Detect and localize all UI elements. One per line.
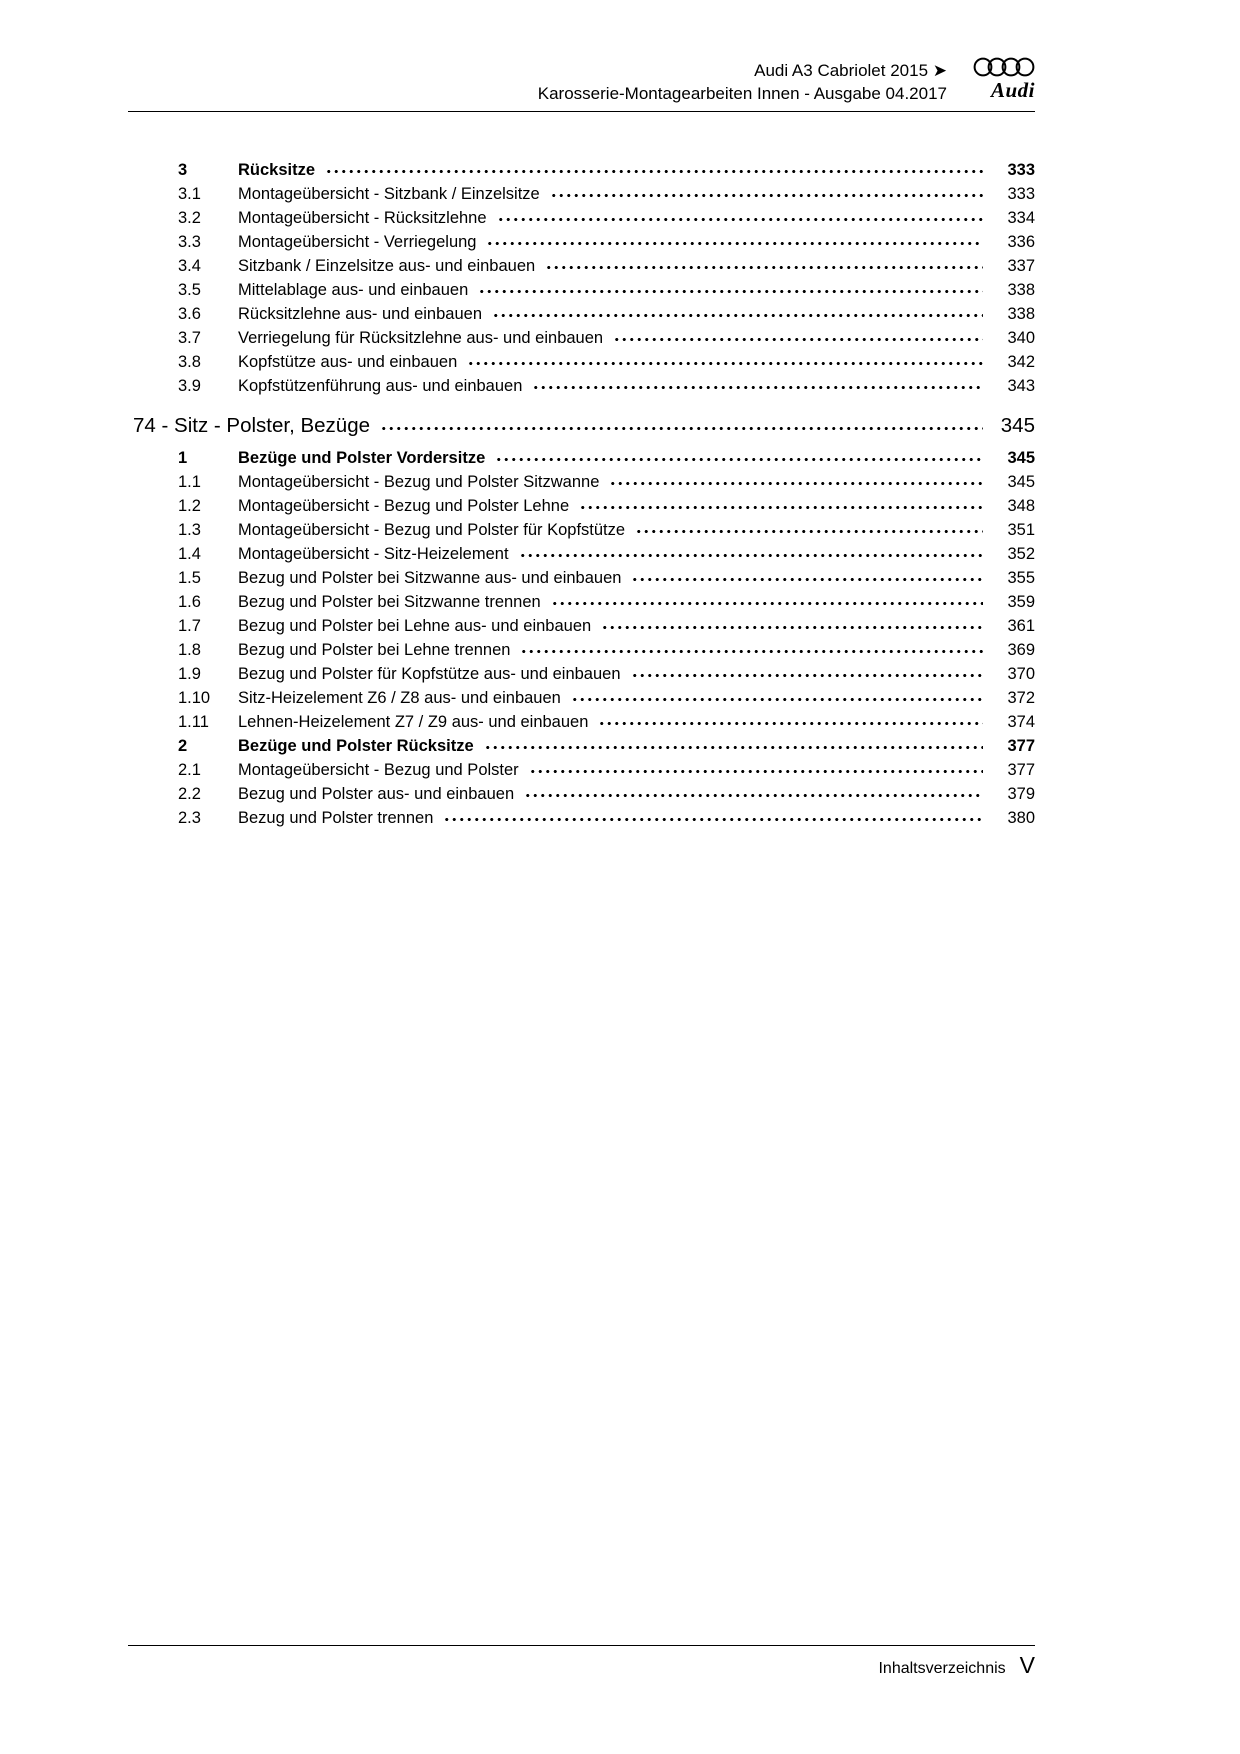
toc-entry-number: 1.4	[178, 545, 201, 563]
toc-entry-page: 336	[1007, 233, 1035, 251]
toc-entry-title: Montageübersicht - Sitz-Heizelement	[238, 545, 509, 563]
footer-text	[128, 1646, 1035, 1678]
dot-leader	[635, 521, 983, 535]
toc-entry-title: Kopfstütze aus- und einbauen	[238, 353, 458, 371]
toc-entry-number: 3.3	[178, 233, 201, 251]
toc-entry-row	[128, 446, 1035, 470]
page-header	[128, 56, 1035, 105]
dot-leader	[524, 785, 983, 799]
audi-wordmark: Audi	[990, 78, 1035, 102]
dot-leader	[551, 593, 983, 607]
dot-leader	[497, 209, 983, 223]
toc-entry-title: Montageübersicht - Rücksitzlehne	[238, 209, 487, 227]
toc-entry-number: 1.1	[178, 473, 201, 491]
toc-entry-page: 340	[1007, 329, 1035, 347]
toc-entry-page: 338	[1007, 305, 1035, 323]
toc-entry-page: 369	[1007, 641, 1035, 659]
toc-entry-number: 3.4	[178, 257, 201, 275]
toc-entry-row	[128, 638, 1035, 662]
toc-entry-title: Montageübersicht - Bezug und Polster für Kopfstütze	[238, 521, 626, 539]
toc-entry-page: 355	[1007, 569, 1035, 587]
toc-entry-title: Rücksitzlehne aus- und einbauen	[238, 305, 482, 323]
toc-entry-page: 352	[1007, 545, 1035, 563]
toc-entry-page: 379	[1007, 785, 1035, 803]
dot-leader	[443, 809, 983, 823]
toc-entry-row	[128, 686, 1035, 710]
toc-entry-title: Montageübersicht - Bezug und Polster Sitzwanne	[238, 473, 600, 491]
toc-entry-row	[128, 518, 1035, 542]
toc-entry-title: Montageübersicht - Sitzbank / Einzelsitze	[238, 185, 540, 203]
toc-entry-title: Verriegelung für Rücksitzlehne aus- und einbauen	[238, 329, 604, 347]
toc-entry-title: Rücksitze	[238, 161, 316, 179]
toc-entry-title: Lehnen-Heizelement Z7 / Z9 aus- und einbauen	[238, 713, 589, 731]
toc-entry-page: 334	[1007, 209, 1035, 227]
dot-leader	[520, 641, 983, 655]
header-divider	[128, 111, 1035, 112]
toc-entry-title: 74 - Sitz - Polster, Bezüge	[133, 414, 371, 437]
toc-entry-title: Bezug und Polster bei Lehne aus- und einbauen	[238, 617, 592, 635]
dot-leader	[478, 281, 983, 295]
toc-entry-page: 377	[1007, 761, 1035, 779]
dot-leader	[609, 473, 983, 487]
toc-entry-row	[128, 662, 1035, 686]
toc-entry-number: 1.3	[178, 521, 201, 539]
header-line2: Karosserie-Montagearbeiten Innen - Ausgabe 04.2017	[537, 84, 947, 103]
toc-entry-row	[128, 350, 1035, 374]
dot-leader	[613, 329, 983, 343]
toc-entry-page: 370	[1007, 665, 1035, 683]
toc-entry-page: 374	[1007, 713, 1035, 731]
toc-entry-page: 348	[1007, 497, 1035, 515]
header-line1: Audi A3 Cabriolet 2015 ➤	[754, 61, 947, 80]
toc-entry-title: Bezug und Polster bei Sitzwanne aus- und einbauen	[238, 569, 622, 587]
toc-entry-row	[128, 206, 1035, 230]
toc-entry-number: 1.11	[178, 713, 209, 731]
toc-entry-number: 3.1	[178, 185, 201, 203]
dot-leader	[550, 185, 983, 199]
toc-entry-number: 3.6	[178, 305, 201, 323]
dot-leader	[545, 257, 983, 271]
toc-entry-row	[128, 374, 1035, 398]
footer-label: Inhaltsverzeichnis	[878, 1660, 1006, 1677]
toc-entry-row	[128, 734, 1035, 758]
toc-entry-title: Bezüge und Polster Rücksitze	[238, 737, 474, 755]
toc-entry-number: 3.8	[178, 353, 201, 371]
toc-entry-row	[128, 470, 1035, 494]
toc-entry-row	[128, 254, 1035, 278]
toc-chapter-row	[128, 411, 1035, 441]
toc-entry-title: Bezug und Polster bei Lehne trennen	[238, 641, 511, 659]
toc-entry-page: 337	[1007, 257, 1035, 275]
toc-entry-number: 3.7	[178, 329, 201, 347]
toc-entry-row	[128, 494, 1035, 518]
toc-entry-page: 345	[1000, 414, 1035, 437]
dot-leader	[325, 161, 983, 175]
toc-entry-number: 1.7	[178, 617, 201, 635]
toc-entry-page: 372	[1007, 689, 1035, 707]
toc-entry-page: 338	[1007, 281, 1035, 299]
dot-leader	[601, 617, 983, 631]
toc-entry-row	[128, 806, 1035, 830]
toc-entry-page: 345	[1007, 473, 1035, 491]
toc-entry-row	[128, 566, 1035, 590]
audi-brand	[973, 56, 1035, 102]
toc-entry-row	[128, 614, 1035, 638]
toc-entry-title: Bezug und Polster aus- und einbauen	[238, 785, 515, 803]
toc-entry-row	[128, 710, 1035, 734]
footer-page-number: V	[1019, 1652, 1035, 1678]
toc-entry-row	[128, 158, 1035, 182]
dot-leader	[484, 737, 983, 751]
dot-leader	[467, 353, 983, 367]
toc-entry-page: 380	[1007, 809, 1035, 827]
audi-rings-icon	[973, 56, 1035, 78]
toc-entry-page: 377	[1007, 737, 1035, 755]
toc-entry-row	[128, 302, 1035, 326]
toc-entry-page: 343	[1007, 377, 1035, 395]
dot-leader	[532, 377, 983, 391]
toc-entry-number: 2	[178, 737, 188, 755]
toc-entry-page: 333	[1007, 161, 1035, 179]
toc-entry-page: 345	[1007, 449, 1035, 467]
toc-entry-page: 333	[1007, 185, 1035, 203]
toc-entry-number: 2.1	[178, 761, 201, 779]
header-text	[538, 56, 947, 105]
toc-entry-title: Mittelablage aus- und einbauen	[238, 281, 469, 299]
toc-entry-number: 3.9	[178, 377, 201, 395]
page-footer	[128, 1645, 1035, 1678]
toc-entry-row	[128, 782, 1035, 806]
dot-leader	[631, 569, 983, 583]
toc-entry-number: 1.10	[178, 689, 211, 707]
dot-leader	[529, 761, 983, 775]
toc-entry-number: 3.2	[178, 209, 201, 227]
toc-entry-title: Bezug und Polster bei Sitzwanne trennen	[238, 593, 541, 611]
toc-entry-title: Bezug und Polster für Kopfstütze aus- und einbauen	[238, 665, 621, 683]
dot-leader	[598, 713, 983, 727]
toc-entry-title: Bezug und Polster trennen	[238, 809, 434, 827]
toc-entry-number: 1.8	[178, 641, 201, 659]
toc-entry-number: 1.5	[178, 569, 201, 587]
dot-leader	[486, 233, 983, 247]
dot-leader	[380, 418, 983, 432]
toc-entry-number: 1.6	[178, 593, 201, 611]
dot-leader	[571, 689, 983, 703]
toc-entry-row	[128, 590, 1035, 614]
toc-list	[128, 158, 1035, 830]
toc-entry-row	[128, 326, 1035, 350]
toc-entry-number: 1.9	[178, 665, 201, 683]
toc-entry-number: 2.2	[178, 785, 201, 803]
toc-entry-title: Montageübersicht - Verriegelung	[238, 233, 477, 251]
toc-entry-row	[128, 230, 1035, 254]
dot-leader	[519, 545, 983, 559]
toc-entry-title: Bezüge und Polster Vordersitze	[238, 449, 486, 467]
toc-entry-number: 3	[178, 161, 188, 179]
toc-entry-number: 1.2	[178, 497, 201, 515]
toc-entry-number: 2.3	[178, 809, 201, 827]
dot-leader	[492, 305, 983, 319]
toc-entry-row	[128, 758, 1035, 782]
toc-entry-page: 342	[1007, 353, 1035, 371]
toc-entry-title: Sitzbank / Einzelsitze aus- und einbauen	[238, 257, 536, 275]
toc-entry-title: Montageübersicht - Bezug und Polster	[238, 761, 519, 779]
toc-entry-page: 351	[1007, 521, 1035, 539]
toc-entry-title: Kopfstützenführung aus- und einbauen	[238, 377, 523, 395]
toc-entry-title: Sitz-Heizelement Z6 / Z8 aus- und einbauen	[238, 689, 561, 707]
toc-entry-page: 359	[1007, 593, 1035, 611]
toc-entry-number: 3.5	[178, 281, 201, 299]
toc-entry-title: Montageübersicht - Bezug und Polster Lehne	[238, 497, 570, 515]
toc-entry-row	[128, 278, 1035, 302]
toc-entry-page: 361	[1007, 617, 1035, 635]
toc-entry-row	[128, 182, 1035, 206]
toc-entry-number: 1	[178, 449, 188, 467]
dot-leader	[631, 665, 983, 679]
toc-entry-row	[128, 542, 1035, 566]
dot-leader	[495, 449, 983, 463]
dot-leader	[579, 497, 983, 511]
